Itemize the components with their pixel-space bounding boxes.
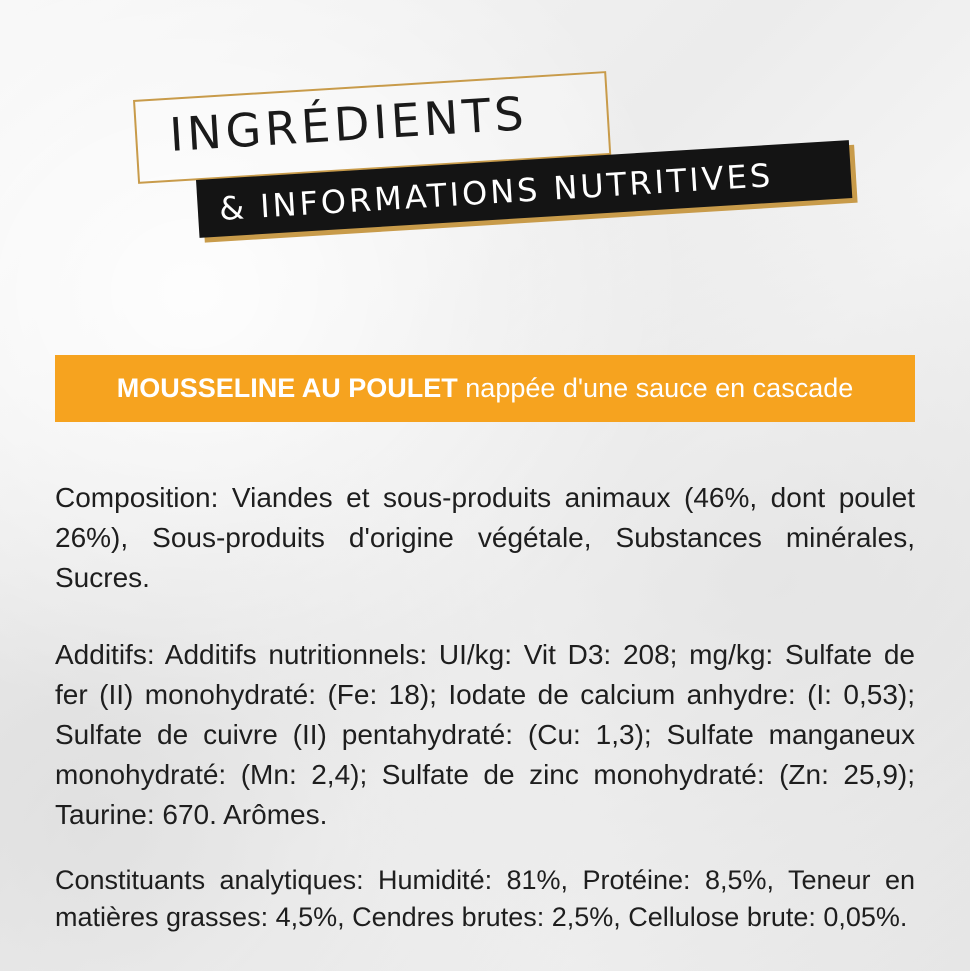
product-name-rest: nappée d'une sauce en cascade	[457, 373, 854, 403]
product-banner	[55, 355, 915, 422]
page-title: INGRÉDIENTS	[168, 86, 530, 162]
page-subtitle: & INFORMATIONS NUTRITIVES	[218, 156, 775, 228]
title-header	[0, 0, 970, 300]
additives-text: Additifs: Additifs nutritionnels: UI/kg: Vit D3: 208; mg/kg: Sulfate de fer (II) monohydraté: (Fe: 18); Iodate de calcium anhydre: (I: 0,53); Sulfate de cuivre (II) pentahydraté: (Cu: 1,3); Sulfate manganeux monohydraté: (Mn: 2,4); Sulfate de zinc monohydraté: (Zn: 25,9); Taurine: 670. Arômes.	[55, 639, 915, 830]
product-name-caps: MOUSSELINE AU POULET	[116, 373, 458, 403]
composition-text: Composition: Viandes et sous-produits animaux (46%, dont poulet 26%), Sous-produits d'origine végétale, Substances minérales, Sucres.	[55, 482, 915, 593]
product-name	[117, 373, 854, 404]
analytical-constituents-text: Constituants analytiques: Humidité: 81%, Protéine: 8,5%, Teneur en matières grasses: 4,5%, Cendres brutes: 2,5%, Cellulose brute: 0,05%.	[55, 865, 915, 932]
